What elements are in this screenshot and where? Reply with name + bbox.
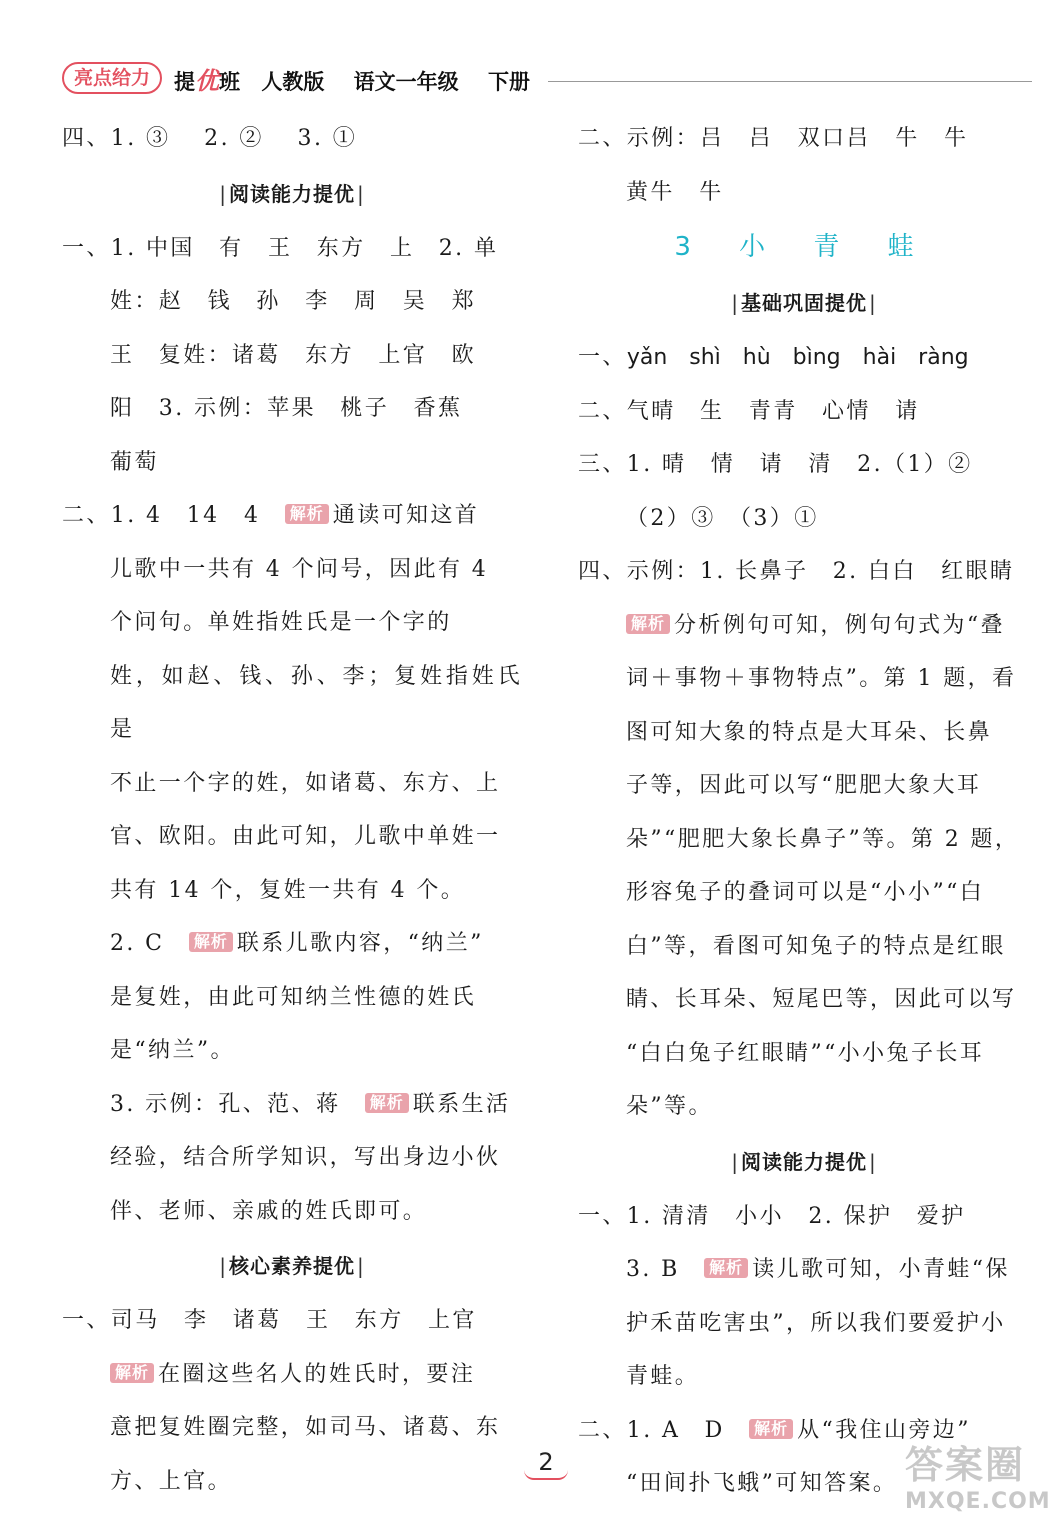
answer-line: 一、yǎn shì hù bìng hài ràng xyxy=(578,345,969,370)
answer-line: 不止一个字的姓，如诸葛、东方、上 xyxy=(110,770,501,796)
answer-line: 2. C 解析 联系儿歌内容，“纳兰” xyxy=(110,931,484,956)
answer-line: 二、气晴 生 青青 心情 请 xyxy=(578,398,920,424)
answer-line: 二、1. A D 解析 从“我住山旁边” xyxy=(578,1417,971,1443)
answer-line: 图可知大象的特点是大耳朵、长鼻 xyxy=(626,719,993,745)
watermark-logo: 答案圈 MXQE.COM xyxy=(905,1443,1051,1514)
page-header xyxy=(62,60,1032,96)
lesson-title: 3 小 青 蛙 xyxy=(674,232,934,262)
analysis-tag: 解析 xyxy=(285,504,329,524)
subject: 语文一年级 xyxy=(353,69,459,94)
answer-line: 词＋事物＋事物特点”。第 1 题，看 xyxy=(626,666,1017,691)
answer-line: 睛、长耳朵、短尾巴等，因此可以写 xyxy=(626,987,1017,1012)
answer-line: 解析 分析例句可知，例句句式为“叠 xyxy=(578,599,1030,653)
analysis-tag: 解析 xyxy=(704,1258,748,1278)
analysis-tag: 解析 xyxy=(110,1363,154,1383)
answer-line: 二、1. 4 14 4 解析 通读可知这首 xyxy=(62,503,480,528)
answer-line: 一、司马 李 诸葛 王 东方 上官 xyxy=(62,1308,477,1333)
left-column xyxy=(62,112,522,1508)
section-heading-reading: | 阅读能力提优 | xyxy=(578,1134,1030,1190)
answer-line: 意把复姓圈完整，如司马、诸葛、东 xyxy=(110,1415,501,1440)
answer-line: 共有 14 个，复姓一共有 4 个。 xyxy=(110,877,466,903)
right-column xyxy=(578,112,1030,1511)
answer-line: 一、1. 中国 有 王 东方 上 2. 单 xyxy=(62,235,499,261)
analysis-tag: 解析 xyxy=(626,614,670,634)
answer-line: 二、示例：吕 吕 双口吕 牛 牛 xyxy=(578,126,969,151)
answer-line: 王 复姓：诸葛 东方 上官 欧 xyxy=(110,342,477,368)
analysis-tag: 解析 xyxy=(365,1093,409,1113)
answer-line: “白白兔子红眼睛”“小小兔子长耳 xyxy=(626,1040,985,1066)
answer-line: 朵”“肥肥大象长鼻子”等。第 2 题， xyxy=(626,826,1020,852)
answer-line: 姓：赵 钱 孙 李 周 吴 郑 xyxy=(110,289,477,314)
answer-line: 个问句。单姓指姓氏是一个字的 xyxy=(110,610,452,635)
answer-line: 是“纳兰”。 xyxy=(110,1038,235,1063)
answer-line: 葡萄 xyxy=(110,449,159,475)
answer-line: 是复姓，由此可知纳兰性德的姓氏 xyxy=(110,984,477,1010)
answer-line: 阳 3. 示例：苹果 桃子 香蕉 xyxy=(110,396,463,421)
answer-line: 护禾苗吃害虫”，所以我们要爱护小 xyxy=(626,1310,1006,1336)
section-heading-core: | 核心素养提优 | xyxy=(62,1238,522,1294)
answer-line: 儿歌中一共有 4 个问号，因此有 4 xyxy=(110,556,489,582)
analysis-tag: 解析 xyxy=(189,932,233,952)
answer-line: 三、1. 晴 情 请 清 2.（1）② xyxy=(578,452,973,477)
answer-line: “田间扑飞蛾”可知答案。 xyxy=(626,1471,898,1496)
answer-line: 四、1. ③ 2. ② 3. ① xyxy=(62,126,358,151)
pinyin-answers: yǎn shì hù bìng hài ràng xyxy=(626,345,969,370)
answer-line: 解析 在圈这些名人的姓氏时，要注 xyxy=(62,1348,522,1402)
answer-line: 黄牛 牛 xyxy=(626,179,724,205)
answer-line: 一、1. 清清 小小 2. 保护 爱护 xyxy=(578,1203,966,1229)
series-name: 提优班 xyxy=(174,66,241,95)
answer-line: 经验，结合所学知识，写出身边小伙 xyxy=(110,1145,501,1170)
answer-line: 青蛙。 xyxy=(626,1364,700,1389)
section-heading-basic: | 基础巩固提优 | xyxy=(578,275,1030,331)
answer-line: 官、欧阳。由此可知，儿歌中单姓一 xyxy=(110,824,501,849)
answer-line: 朵”等。 xyxy=(626,1094,713,1119)
answer-line: 3. B 解析 读儿歌可知，小青蛙“保 xyxy=(626,1257,1010,1282)
volume: 下册 xyxy=(487,69,530,94)
answer-line: 方、上官。 xyxy=(110,1468,233,1494)
brand-badge: 亮点给力 xyxy=(62,62,162,94)
header-title xyxy=(174,61,530,96)
answer-line: 四、示例：1. 长鼻子 2. 白白 红眼睛 xyxy=(578,559,1015,584)
analysis-tag: 解析 xyxy=(749,1419,793,1439)
page-number: 2 xyxy=(516,1448,576,1476)
answer-line: 伴、老师、亲戚的姓氏即可。 xyxy=(110,1198,428,1224)
answer-line: 姓，如赵、钱、孙、李；复姓指姓氏是 xyxy=(110,663,522,742)
answer-line: 3. 示例：孔、范、蒋 解析 联系生活 xyxy=(110,1091,511,1117)
answer-line: （2）③ （3）① xyxy=(626,505,819,531)
answer-line: 子等，因此可以写“肥肥大象大耳 xyxy=(626,773,982,798)
section-heading-reading: | 阅读能力提优 | xyxy=(62,166,522,222)
header-rule xyxy=(548,81,1032,82)
edition: 人教版 xyxy=(261,69,325,94)
answer-line: 形容兔子的叠词可以是“小小”“白 xyxy=(626,880,985,905)
answer-line: 白”等，看图可知兔子的特点是红眼 xyxy=(626,933,1006,959)
